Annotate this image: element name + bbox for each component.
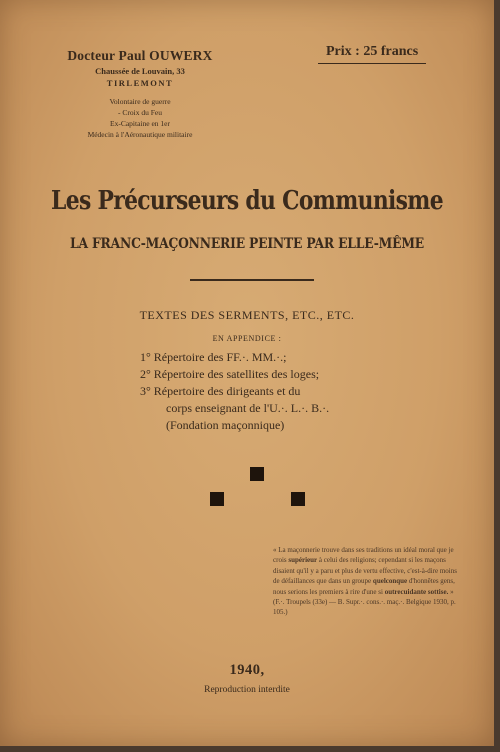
author-city: TIRLEMONT	[106, 78, 174, 88]
page-edge-bottom	[0, 746, 500, 752]
quote-text: « La maçonnerie trouve dans ses traditions un idéal moral que je crois	[273, 546, 454, 565]
appendix-item: corps enseignant de l'U.·. L.·. B.·.	[166, 401, 330, 415]
quote-text: »	[450, 587, 454, 596]
qualification-line: Ex-Capitaine en 1er	[110, 119, 170, 128]
qualification-line: - Croix du Feu	[118, 108, 162, 117]
appendix-item: 3° Répertoire des dirigeants et du	[140, 384, 301, 398]
texts-heading: TEXTES DES SERMENTS, ETC., ETC.	[139, 308, 355, 322]
reproduction-notice: Reproduction interdite	[204, 685, 290, 695]
book-subtitle: LA FRANC-MAÇONNERIE PEINTE PAR ELLE-MÊME	[69, 236, 425, 252]
ornament-square	[210, 492, 224, 506]
quote-text: d'honnêtes gens, nous serions les premiers à rire d'une si	[273, 577, 455, 596]
author-address: Chaussée de Louvain, 33	[95, 66, 185, 76]
qualification-line: Volontaire de guerre	[109, 97, 171, 106]
title-rule	[190, 279, 314, 281]
page-edge-right	[494, 0, 500, 752]
quote-citation: (F.·. Troupels (33e) — B. Supr.·. cons.·. maç.·. Belgique 1930, p. 105.)	[273, 598, 456, 617]
quote-emphasis: outrecuidante sottise.	[384, 587, 449, 596]
quote-emphasis: quelconque	[372, 577, 408, 586]
book-title: Les Précurseurs du Communisme	[51, 186, 443, 216]
author-name: Docteur Paul OUWERX	[67, 48, 213, 63]
appendix-item: 2° Répertoire des satellites des loges;	[140, 367, 320, 381]
publication-year: 1940,	[229, 662, 265, 678]
price-label: Prix : 25 francs	[318, 44, 426, 64]
author-block	[40, 48, 240, 88]
ornament-square	[291, 492, 305, 506]
quote-emphasis: supérieur	[288, 556, 318, 565]
appendix-label: EN APPENDICE :	[212, 334, 282, 343]
appendix-item: (Fondation maçonnique)	[166, 418, 285, 432]
epigraph-quote	[273, 545, 457, 618]
appendix-list	[140, 349, 460, 434]
ornament-square	[250, 467, 264, 481]
author-qualifications	[70, 96, 210, 140]
appendix-item: 1° Répertoire des FF.·. MM.·.;	[140, 350, 287, 364]
qualification-line: Médecin à l'Aéronautique militaire	[87, 130, 193, 139]
quote-text: à celui des religions; cependant si les maçons disaient qu'il y a paru et plus de vertu effective, c'est-à-dire moins de défaillances que dans un groupe	[273, 556, 457, 586]
